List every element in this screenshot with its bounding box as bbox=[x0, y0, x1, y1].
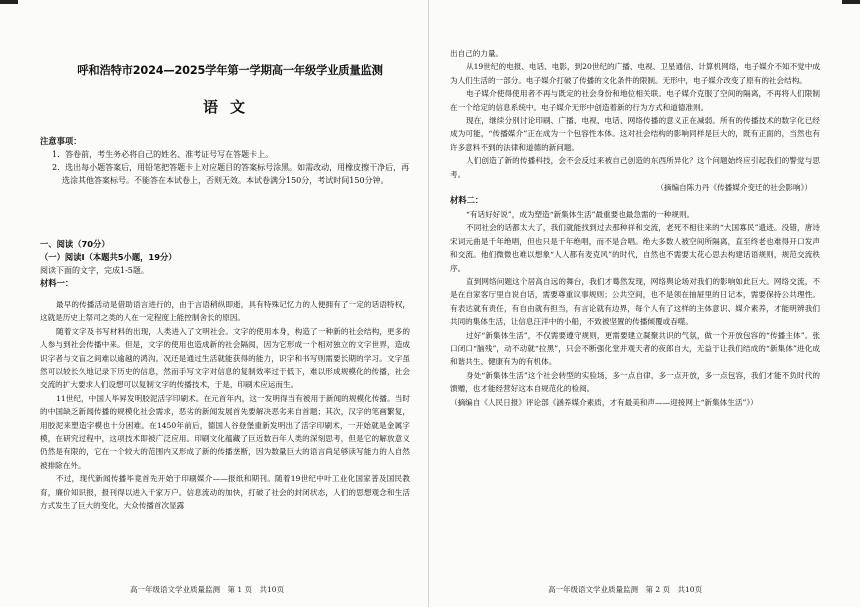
source-citation: （摘编自陈力丹《传播媒介变迁的社会影响》） bbox=[656, 183, 812, 193]
paragraph: 过好“新集体生活”，不仅需要遵守规则，更需要建立凝聚共识的气氛，做一个开放包容的“传播主体”。张口闭口“脑残”，动不动就“拉黑”，只会不断强化堂并观天者的夜郎自大，无益于让我们结成的“新集体”进化成和谐共生、健康有为的有机体。 bbox=[450, 330, 820, 367]
paragraph: 直到网络问题这个居高自远的舞台，我们才蓦然发现，网络舆论场对我们的影响如此巨大。网络交流，不是在自家客厅里自说自话，需要尊重议事规则；公共空间，也不是领在抽屉里的日记本，需要保持公共理性。有表达就有责任，有自由就有担当，有言论就有边界，每个人有了这样的主体意识、媒介素养，才能明辨我们共同的集体生活，让信息汪洋中的小船，不致被坚置的传播倾覆或吞噬。 bbox=[450, 276, 820, 327]
paragraph: “有话好好说”，成为塑造“新集体生活”最重要也最急需的一种规则。 bbox=[466, 209, 695, 219]
paragraph: 11世纪，中国人毕昇发明胶泥活字印刷术。在元首年内，这一发明得当有被用于新闻的规模化传播。当时的中国缺乏新闻传播的规模化社会需求，恶劣的新闻发展首先要解决恶劣来自首题；其次，汉字的笔画繁复，用胶泥来塑造字模也十分困难。在1450年前后，德国人谷登堡重新发明出了活字印刷术，一开始就是金属字模，在研究过程中，这项技术即被广泛应用。印刷文化蕴藏了巨近数百年人类的深刻思考，但是它的解放意义仍然是有限的，它在一个较大的范围内又形成了新的传播垄断，因为数量巨大的语言尚足够读写能力的人自然被排除在外。 bbox=[40, 393, 410, 470]
paragraph: 最早的传播活动是借助语言进行的，由于言语稍纵即逝，具有特殊记忆力的人便拥有了一定的话语特权，这就是历史上祭司之类的人在一定程度上能控制舍长的原因。 bbox=[40, 300, 410, 323]
source-citation: （摘编自《人民日报》评论部《涵养媒介素质，才有最美和声——迎接网上“新集体生活”》） bbox=[450, 397, 758, 407]
paragraph: 现在，继续分别讨论印刷、广播、电视、电话、网络传播的意义正在减弱。所有的传播技术的数字化已经成为可能，“传播媒介”正在成为一个包容性本体。这对社会结构的影响同样是巨大的，既有正面的，当然也有许多意料不到的法律和道德的新问题。 bbox=[450, 116, 820, 152]
page-two-top-text bbox=[450, 47, 820, 409]
subject-title: 语文 bbox=[202, 98, 257, 116]
material-two-label: 材料二： bbox=[450, 195, 484, 206]
paragraph: 身处“新集体生活”这个社会转型的实验场，多一点自律，多一点开放，多一点包容，我们才能不负时代的馈赠，也才能经营好这本自规范化的检阅。 bbox=[450, 370, 820, 394]
corner-mark-right bbox=[842, 0, 860, 4]
paragraph: 电子媒介使得使用者不再与既定的社会身份和地位相关联。电子媒介克服了空间的隔离，不再将人们限制在一个给定的信息系统中。电子媒介无形中创造着新的行为方式和道德准则。 bbox=[450, 89, 820, 112]
paragraph: 人们创造了新的传播科技，会不会反过来被自己创造的东西所异化？这个问题始终应引起我们的警觉与思考。 bbox=[450, 156, 820, 179]
subsection-heading: （一）阅读Ⅰ（本题共5小题，19分） bbox=[40, 252, 177, 262]
paragraph: 不过，现代新闻传播毕竟首先开始于印刷媒介——报纸和期刊。随着19世纪中叶工业化国家普及国民教育，廉价知识报，报刊得以进入千家万户。信息流动的加快，打破了社会的封闭状态，人们的思想观念和生活方式发生了巨大的变化，大众传播首次显露 bbox=[40, 474, 410, 511]
notes-header: 注意事项： bbox=[40, 136, 82, 146]
note-item: 2．选出每小题答案后，用铅笔把答题卡上对应题目的答案标号涂黑。如需改动，用橡皮擦干净后，再选涂其他答案标号。不能答在本试卷上，否则无效。本试卷满分150分，考试时间150分钟。 bbox=[52, 163, 410, 185]
paragraph: 随着文字及书写材料的出现，人类进入了文明社会。文字的使用本身，构造了一种新的社会结构，更多的人参与到社会传播中来。但是，文字的使用也造成新的社会隔阂，因为它形成一个相对独立的文字世界，造成识字者与文盲之间难以逾越的鸿沟。况还是通过生活就能获得的能力，识字和书写则需要长期的学习。文字虽然可以较长久地记录下历史的信息，然而手写文字对信息的复制效率过于低下，难以形成规模化的传播，社会交流的扩大要求人们设想可以复制文字的传播技术，于是，印刷术应运而生。 bbox=[40, 326, 410, 390]
section-heading: 一、阅读（70分） bbox=[40, 239, 110, 249]
page-footer-right: 高一年级语文学业质量监测 第 2 页 共10页 bbox=[548, 585, 703, 594]
paragraph: 不同社会的话都太大了，我们就能找到过去那种祥和交流，老死不相往来的“大国寡民”遗迹。没错，唐诗宋词元曲是千年绝唱，但也只是千年绝唱，而不是合唱。绝大多数人被空间所隔离，直至终老也难得开口发声和交流。他们微微也难以想象“人人都有麦克风”的时代，自然也不需要太花心思去构建话语规则，规范交流秩序。 bbox=[450, 223, 820, 273]
instruction: 阅读下面的文字，完成1-5题。 bbox=[40, 266, 149, 275]
paragraph: 出自己的力量。 bbox=[450, 49, 504, 58]
notes-block bbox=[40, 135, 410, 187]
exam-title: 呼和浩特市2024—2025学年第一学期高一年级学业质量监测 bbox=[77, 64, 383, 77]
page-footer-left: 高一年级语文学业质量监测 第 1 页 共10页 bbox=[130, 585, 285, 594]
material-one-label: 材料一： bbox=[40, 278, 74, 288]
material-one-text bbox=[40, 298, 410, 513]
note-item: 1．答卷前，考生务必将自己的姓名、准考证号写在答题卡上。 bbox=[52, 150, 274, 159]
paragraph: 从19世纪的电报、电话、电影，到20世纪的广播、电视、卫星通信、计算机网络，电子媒介不知不觉中成为人们生活的一部分。电子媒介打破了传播的文化条件的限制。无形中，电子媒介改变了原有的社会结构。 bbox=[450, 62, 820, 85]
section-block bbox=[40, 238, 410, 290]
